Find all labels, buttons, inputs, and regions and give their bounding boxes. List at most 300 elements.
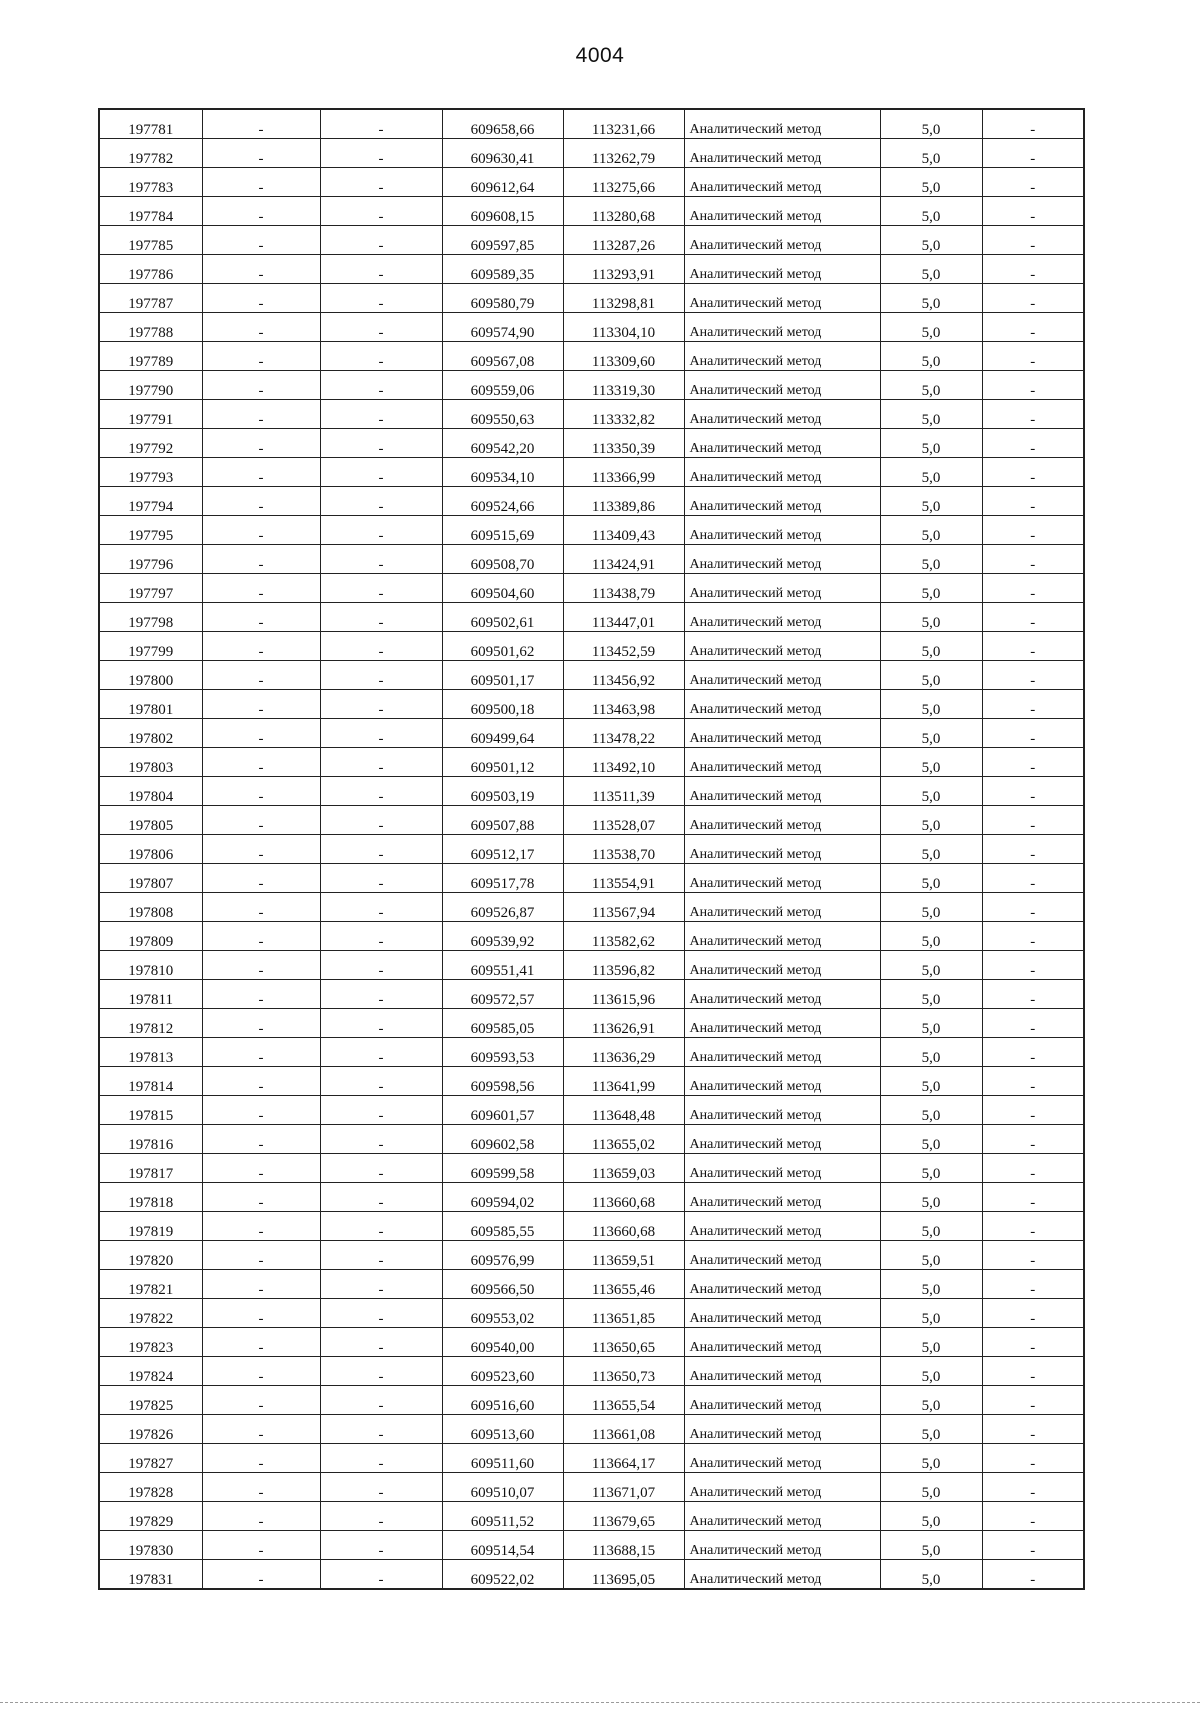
cell-empty-col-3: - <box>320 1386 442 1415</box>
cell-empty-col-2: - <box>202 1241 320 1270</box>
cell-empty-col-3: - <box>320 1067 442 1096</box>
cell-coord-x: 609567,08 <box>442 342 563 371</box>
cell-method: Аналитический метод <box>684 400 880 429</box>
cell-empty-col-8: - <box>982 719 1084 748</box>
table-row <box>99 1415 1084 1444</box>
cell-empty-col-8: - <box>982 255 1084 284</box>
cell-coord-x: 609572,57 <box>442 980 563 1009</box>
cell-point-number: 197831 <box>99 1560 202 1590</box>
cell-method: Аналитический метод <box>684 342 880 371</box>
table-row <box>99 835 1084 864</box>
cell-coord-x: 609517,78 <box>442 864 563 893</box>
table-row <box>99 1531 1084 1560</box>
cell-method: Аналитический метод <box>684 1067 880 1096</box>
table-row <box>99 342 1084 371</box>
table-body <box>99 109 1084 1589</box>
cell-coord-y: 113366,99 <box>563 458 684 487</box>
cell-empty-col-8: - <box>982 1183 1084 1212</box>
cell-coord-x: 609559,06 <box>442 371 563 400</box>
cell-method: Аналитический метод <box>684 603 880 632</box>
cell-empty-col-2: - <box>202 1473 320 1502</box>
cell-empty-col-2: - <box>202 603 320 632</box>
cell-coord-y: 113231,66 <box>563 109 684 139</box>
cell-coord-y: 113298,81 <box>563 284 684 313</box>
cell-empty-col-2: - <box>202 1067 320 1096</box>
cell-coord-y: 113567,94 <box>563 893 684 922</box>
cell-point-number: 197811 <box>99 980 202 1009</box>
cell-accuracy: 5,0 <box>880 777 982 806</box>
cell-point-number: 197827 <box>99 1444 202 1473</box>
cell-coord-x: 609507,88 <box>442 806 563 835</box>
cell-empty-col-3: - <box>320 1241 442 1270</box>
cell-coord-x: 609501,12 <box>442 748 563 777</box>
cell-accuracy: 5,0 <box>880 661 982 690</box>
cell-empty-col-3: - <box>320 748 442 777</box>
cell-empty-col-3: - <box>320 922 442 951</box>
cell-coord-y: 113275,66 <box>563 168 684 197</box>
cell-point-number: 197812 <box>99 1009 202 1038</box>
cell-accuracy: 5,0 <box>880 545 982 574</box>
cell-coord-x: 609598,56 <box>442 1067 563 1096</box>
cell-empty-col-8: - <box>982 922 1084 951</box>
cell-coord-y: 113538,70 <box>563 835 684 864</box>
cell-point-number: 197790 <box>99 371 202 400</box>
cell-empty-col-8: - <box>982 661 1084 690</box>
cell-empty-col-3: - <box>320 1560 442 1590</box>
cell-empty-col-8: - <box>982 284 1084 313</box>
cell-empty-col-3: - <box>320 255 442 284</box>
cell-empty-col-2: - <box>202 197 320 226</box>
cell-empty-col-3: - <box>320 226 442 255</box>
cell-method: Аналитический метод <box>684 1502 880 1531</box>
cell-point-number: 197825 <box>99 1386 202 1415</box>
cell-point-number: 197826 <box>99 1415 202 1444</box>
cell-empty-col-2: - <box>202 1096 320 1125</box>
cell-coord-y: 113626,91 <box>563 1009 684 1038</box>
cell-point-number: 197817 <box>99 1154 202 1183</box>
cell-empty-col-3: - <box>320 574 442 603</box>
cell-method: Аналитический метод <box>684 429 880 458</box>
cell-empty-col-8: - <box>982 139 1084 168</box>
table-row <box>99 1096 1084 1125</box>
cell-method: Аналитический метод <box>684 1560 880 1590</box>
cell-coord-x: 609601,57 <box>442 1096 563 1125</box>
cell-empty-col-8: - <box>982 342 1084 371</box>
cell-empty-col-3: - <box>320 487 442 516</box>
cell-empty-col-8: - <box>982 806 1084 835</box>
cell-empty-col-8: - <box>982 864 1084 893</box>
cell-empty-col-3: - <box>320 806 442 835</box>
cell-empty-col-8: - <box>982 1125 1084 1154</box>
cell-empty-col-8: - <box>982 1241 1084 1270</box>
cell-coord-x: 609540,00 <box>442 1328 563 1357</box>
cell-empty-col-8: - <box>982 400 1084 429</box>
cell-accuracy: 5,0 <box>880 342 982 371</box>
cell-accuracy: 5,0 <box>880 458 982 487</box>
cell-empty-col-8: - <box>982 777 1084 806</box>
cell-coord-x: 609574,90 <box>442 313 563 342</box>
table-row <box>99 980 1084 1009</box>
cell-empty-col-3: - <box>320 516 442 545</box>
cell-coord-x: 609589,35 <box>442 255 563 284</box>
table-row <box>99 603 1084 632</box>
cell-point-number: 197824 <box>99 1357 202 1386</box>
cell-coord-x: 609597,85 <box>442 226 563 255</box>
table-row <box>99 893 1084 922</box>
cell-method: Аналитический метод <box>684 661 880 690</box>
table-row <box>99 1067 1084 1096</box>
cell-empty-col-8: - <box>982 835 1084 864</box>
cell-accuracy: 5,0 <box>880 1560 982 1590</box>
cell-empty-col-2: - <box>202 1328 320 1357</box>
cell-empty-col-2: - <box>202 255 320 284</box>
cell-empty-col-8: - <box>982 1560 1084 1590</box>
table-row <box>99 1038 1084 1067</box>
cell-coord-x: 609502,61 <box>442 603 563 632</box>
cell-empty-col-2: - <box>202 690 320 719</box>
table-row <box>99 574 1084 603</box>
cell-empty-col-3: - <box>320 1009 442 1038</box>
cell-empty-col-3: - <box>320 632 442 661</box>
cell-point-number: 197792 <box>99 429 202 458</box>
cell-coord-y: 113293,91 <box>563 255 684 284</box>
cell-empty-col-2: - <box>202 1386 320 1415</box>
cell-point-number: 197821 <box>99 1270 202 1299</box>
cell-empty-col-8: - <box>982 1502 1084 1531</box>
cell-empty-col-8: - <box>982 603 1084 632</box>
cell-method: Аналитический метод <box>684 1125 880 1154</box>
cell-empty-col-8: - <box>982 1531 1084 1560</box>
cell-coord-x: 609630,41 <box>442 139 563 168</box>
table-row <box>99 719 1084 748</box>
cell-point-number: 197829 <box>99 1502 202 1531</box>
cell-accuracy: 5,0 <box>880 922 982 951</box>
table-row <box>99 1386 1084 1415</box>
cell-coord-x: 609523,60 <box>442 1357 563 1386</box>
table-row <box>99 139 1084 168</box>
cell-empty-col-2: - <box>202 429 320 458</box>
cell-coord-y: 113582,62 <box>563 922 684 951</box>
cell-point-number: 197801 <box>99 690 202 719</box>
cell-empty-col-8: - <box>982 197 1084 226</box>
cell-empty-col-8: - <box>982 980 1084 1009</box>
cell-empty-col-2: - <box>202 313 320 342</box>
cell-coord-x: 609516,60 <box>442 1386 563 1415</box>
cell-coord-x: 609504,60 <box>442 574 563 603</box>
cell-coord-y: 113655,02 <box>563 1125 684 1154</box>
cell-coord-y: 113664,17 <box>563 1444 684 1473</box>
cell-coord-y: 113262,79 <box>563 139 684 168</box>
cell-empty-col-8: - <box>982 1386 1084 1415</box>
cell-empty-col-8: - <box>982 1328 1084 1357</box>
cell-method: Аналитический метод <box>684 255 880 284</box>
cell-coord-y: 113511,39 <box>563 777 684 806</box>
cell-empty-col-2: - <box>202 951 320 980</box>
cell-empty-col-2: - <box>202 1502 320 1531</box>
cell-accuracy: 5,0 <box>880 1038 982 1067</box>
cell-empty-col-2: - <box>202 139 320 168</box>
cell-empty-col-8: - <box>982 893 1084 922</box>
cell-empty-col-8: - <box>982 429 1084 458</box>
cell-method: Аналитический метод <box>684 1328 880 1357</box>
cell-accuracy: 5,0 <box>880 632 982 661</box>
cell-empty-col-2: - <box>202 1125 320 1154</box>
cell-method: Аналитический метод <box>684 1415 880 1444</box>
cell-method: Аналитический метод <box>684 109 880 139</box>
cell-coord-y: 113350,39 <box>563 429 684 458</box>
cell-empty-col-2: - <box>202 864 320 893</box>
cell-empty-col-8: - <box>982 951 1084 980</box>
cell-empty-col-2: - <box>202 632 320 661</box>
cell-empty-col-2: - <box>202 545 320 574</box>
cell-method: Аналитический метод <box>684 1212 880 1241</box>
table-row <box>99 1241 1084 1270</box>
cell-coord-y: 113655,54 <box>563 1386 684 1415</box>
cell-point-number: 197818 <box>99 1183 202 1212</box>
cell-coord-x: 609550,63 <box>442 400 563 429</box>
cell-accuracy: 5,0 <box>880 1241 982 1270</box>
cell-point-number: 197815 <box>99 1096 202 1125</box>
cell-empty-col-8: - <box>982 632 1084 661</box>
cell-accuracy: 5,0 <box>880 1125 982 1154</box>
cell-empty-col-2: - <box>202 835 320 864</box>
table-row <box>99 1473 1084 1502</box>
cell-empty-col-8: - <box>982 1009 1084 1038</box>
cell-empty-col-8: - <box>982 574 1084 603</box>
cell-empty-col-3: - <box>320 1415 442 1444</box>
cell-empty-col-3: - <box>320 1357 442 1386</box>
cell-coord-x: 609585,05 <box>442 1009 563 1038</box>
cell-accuracy: 5,0 <box>880 1212 982 1241</box>
cell-empty-col-3: - <box>320 139 442 168</box>
cell-coord-x: 609508,70 <box>442 545 563 574</box>
table-row <box>99 168 1084 197</box>
table-row <box>99 1154 1084 1183</box>
cell-empty-col-2: - <box>202 1154 320 1183</box>
cell-method: Аналитический метод <box>684 922 880 951</box>
cell-accuracy: 5,0 <box>880 1473 982 1502</box>
cell-point-number: 197823 <box>99 1328 202 1357</box>
cell-empty-col-8: - <box>982 226 1084 255</box>
cell-coord-x: 609515,69 <box>442 516 563 545</box>
cell-method: Аналитический метод <box>684 574 880 603</box>
cell-point-number: 197805 <box>99 806 202 835</box>
cell-method: Аналитический метод <box>684 719 880 748</box>
cell-coord-y: 113659,03 <box>563 1154 684 1183</box>
cell-point-number: 197828 <box>99 1473 202 1502</box>
cell-accuracy: 5,0 <box>880 516 982 545</box>
cell-empty-col-8: - <box>982 371 1084 400</box>
cell-method: Аналитический метод <box>684 284 880 313</box>
table-row <box>99 1299 1084 1328</box>
cell-point-number: 197806 <box>99 835 202 864</box>
cell-coord-y: 113671,07 <box>563 1473 684 1502</box>
cell-method: Аналитический метод <box>684 1386 880 1415</box>
cell-coord-x: 609501,62 <box>442 632 563 661</box>
cell-empty-col-3: - <box>320 951 442 980</box>
cell-empty-col-2: - <box>202 342 320 371</box>
cell-empty-col-3: - <box>320 313 442 342</box>
cell-point-number: 197794 <box>99 487 202 516</box>
table-row <box>99 1444 1084 1473</box>
table-row <box>99 690 1084 719</box>
coordinates-table <box>98 108 1085 1590</box>
cell-empty-col-3: - <box>320 284 442 313</box>
cell-empty-col-2: - <box>202 487 320 516</box>
cell-coord-x: 609594,02 <box>442 1183 563 1212</box>
cell-empty-col-2: - <box>202 458 320 487</box>
cell-accuracy: 5,0 <box>880 951 982 980</box>
cell-coord-y: 113309,60 <box>563 342 684 371</box>
cell-coord-y: 113332,82 <box>563 400 684 429</box>
cell-method: Аналитический метод <box>684 487 880 516</box>
cell-coord-y: 113659,51 <box>563 1241 684 1270</box>
cell-coord-y: 113695,05 <box>563 1560 684 1590</box>
cell-empty-col-2: - <box>202 777 320 806</box>
cell-empty-col-3: - <box>320 197 442 226</box>
cell-coord-y: 113280,68 <box>563 197 684 226</box>
cell-empty-col-2: - <box>202 400 320 429</box>
cell-coord-y: 113452,59 <box>563 632 684 661</box>
cell-empty-col-8: - <box>982 168 1084 197</box>
cell-empty-col-3: - <box>320 893 442 922</box>
cell-empty-col-3: - <box>320 371 442 400</box>
cell-accuracy: 5,0 <box>880 400 982 429</box>
cell-accuracy: 5,0 <box>880 1067 982 1096</box>
cell-accuracy: 5,0 <box>880 255 982 284</box>
cell-accuracy: 5,0 <box>880 603 982 632</box>
page-number: 4004 <box>575 44 625 67</box>
cell-point-number: 197782 <box>99 139 202 168</box>
cell-point-number: 197791 <box>99 400 202 429</box>
cell-empty-col-8: - <box>982 1154 1084 1183</box>
cell-point-number: 197795 <box>99 516 202 545</box>
cell-accuracy: 5,0 <box>880 748 982 777</box>
cell-empty-col-3: - <box>320 777 442 806</box>
cell-empty-col-2: - <box>202 1183 320 1212</box>
cell-empty-col-2: - <box>202 661 320 690</box>
cell-method: Аналитический метод <box>684 545 880 574</box>
cell-empty-col-8: - <box>982 487 1084 516</box>
cell-point-number: 197804 <box>99 777 202 806</box>
cell-point-number: 197809 <box>99 922 202 951</box>
table-row <box>99 487 1084 516</box>
cell-method: Аналитический метод <box>684 1241 880 1270</box>
cell-coord-x: 609593,53 <box>442 1038 563 1067</box>
table-row <box>99 255 1084 284</box>
cell-empty-col-8: - <box>982 1357 1084 1386</box>
cell-point-number: 197810 <box>99 951 202 980</box>
cell-coord-y: 113287,26 <box>563 226 684 255</box>
cell-accuracy: 5,0 <box>880 487 982 516</box>
cell-empty-col-2: - <box>202 109 320 139</box>
cell-empty-col-2: - <box>202 1357 320 1386</box>
cell-empty-col-2: - <box>202 574 320 603</box>
cell-point-number: 197807 <box>99 864 202 893</box>
cell-accuracy: 5,0 <box>880 806 982 835</box>
cell-empty-col-8: - <box>982 1096 1084 1125</box>
cell-empty-col-3: - <box>320 168 442 197</box>
table-row <box>99 1560 1084 1590</box>
cell-empty-col-2: - <box>202 719 320 748</box>
cell-accuracy: 5,0 <box>880 1502 982 1531</box>
cell-method: Аналитический метод <box>684 313 880 342</box>
cell-coord-y: 113456,92 <box>563 661 684 690</box>
cell-accuracy: 5,0 <box>880 1183 982 1212</box>
cell-point-number: 197799 <box>99 632 202 661</box>
cell-coord-y: 113424,91 <box>563 545 684 574</box>
cell-accuracy: 5,0 <box>880 429 982 458</box>
table-row <box>99 458 1084 487</box>
cell-coord-x: 609514,54 <box>442 1531 563 1560</box>
cell-coord-x: 609539,92 <box>442 922 563 951</box>
cell-coord-y: 113447,01 <box>563 603 684 632</box>
cell-coord-x: 609580,79 <box>442 284 563 313</box>
cell-empty-col-8: - <box>982 1038 1084 1067</box>
cell-point-number: 197797 <box>99 574 202 603</box>
cell-point-number: 197822 <box>99 1299 202 1328</box>
cell-coord-y: 113478,22 <box>563 719 684 748</box>
cell-empty-col-2: - <box>202 806 320 835</box>
cell-method: Аналитический метод <box>684 777 880 806</box>
cell-empty-col-2: - <box>202 748 320 777</box>
cell-method: Аналитический метод <box>684 1154 880 1183</box>
cell-method: Аналитический метод <box>684 1473 880 1502</box>
table-row <box>99 864 1084 893</box>
cell-empty-col-2: - <box>202 1415 320 1444</box>
table-row <box>99 197 1084 226</box>
cell-method: Аналитический метод <box>684 458 880 487</box>
cell-method: Аналитический метод <box>684 632 880 661</box>
cell-empty-col-8: - <box>982 690 1084 719</box>
cell-empty-col-3: - <box>320 1270 442 1299</box>
cell-coord-x: 609499,64 <box>442 719 563 748</box>
table-row <box>99 1183 1084 1212</box>
cell-coord-x: 609513,60 <box>442 1415 563 1444</box>
cell-coord-y: 113528,07 <box>563 806 684 835</box>
cell-empty-col-3: - <box>320 1183 442 1212</box>
cell-accuracy: 5,0 <box>880 719 982 748</box>
cell-coord-x: 609585,55 <box>442 1212 563 1241</box>
cell-empty-col-2: - <box>202 1270 320 1299</box>
cell-coord-x: 609566,50 <box>442 1270 563 1299</box>
cell-accuracy: 5,0 <box>880 109 982 139</box>
cell-empty-col-2: - <box>202 922 320 951</box>
cell-accuracy: 5,0 <box>880 1270 982 1299</box>
cell-point-number: 197784 <box>99 197 202 226</box>
cell-method: Аналитический метод <box>684 1183 880 1212</box>
cell-empty-col-2: - <box>202 1560 320 1590</box>
cell-coord-y: 113679,65 <box>563 1502 684 1531</box>
table-row <box>99 1502 1084 1531</box>
table-row <box>99 951 1084 980</box>
cell-method: Аналитический метод <box>684 371 880 400</box>
cell-method: Аналитический метод <box>684 835 880 864</box>
cell-empty-col-3: - <box>320 603 442 632</box>
cell-empty-col-2: - <box>202 226 320 255</box>
table-row <box>99 313 1084 342</box>
cell-empty-col-8: - <box>982 1415 1084 1444</box>
cell-method: Аналитический метод <box>684 690 880 719</box>
cell-point-number: 197813 <box>99 1038 202 1067</box>
cell-method: Аналитический метод <box>684 226 880 255</box>
cell-accuracy: 5,0 <box>880 1415 982 1444</box>
cell-coord-y: 113660,68 <box>563 1183 684 1212</box>
cell-coord-x: 609551,41 <box>442 951 563 980</box>
cell-empty-col-3: - <box>320 1502 442 1531</box>
cell-empty-col-3: - <box>320 1154 442 1183</box>
cell-method: Аналитический метод <box>684 1270 880 1299</box>
